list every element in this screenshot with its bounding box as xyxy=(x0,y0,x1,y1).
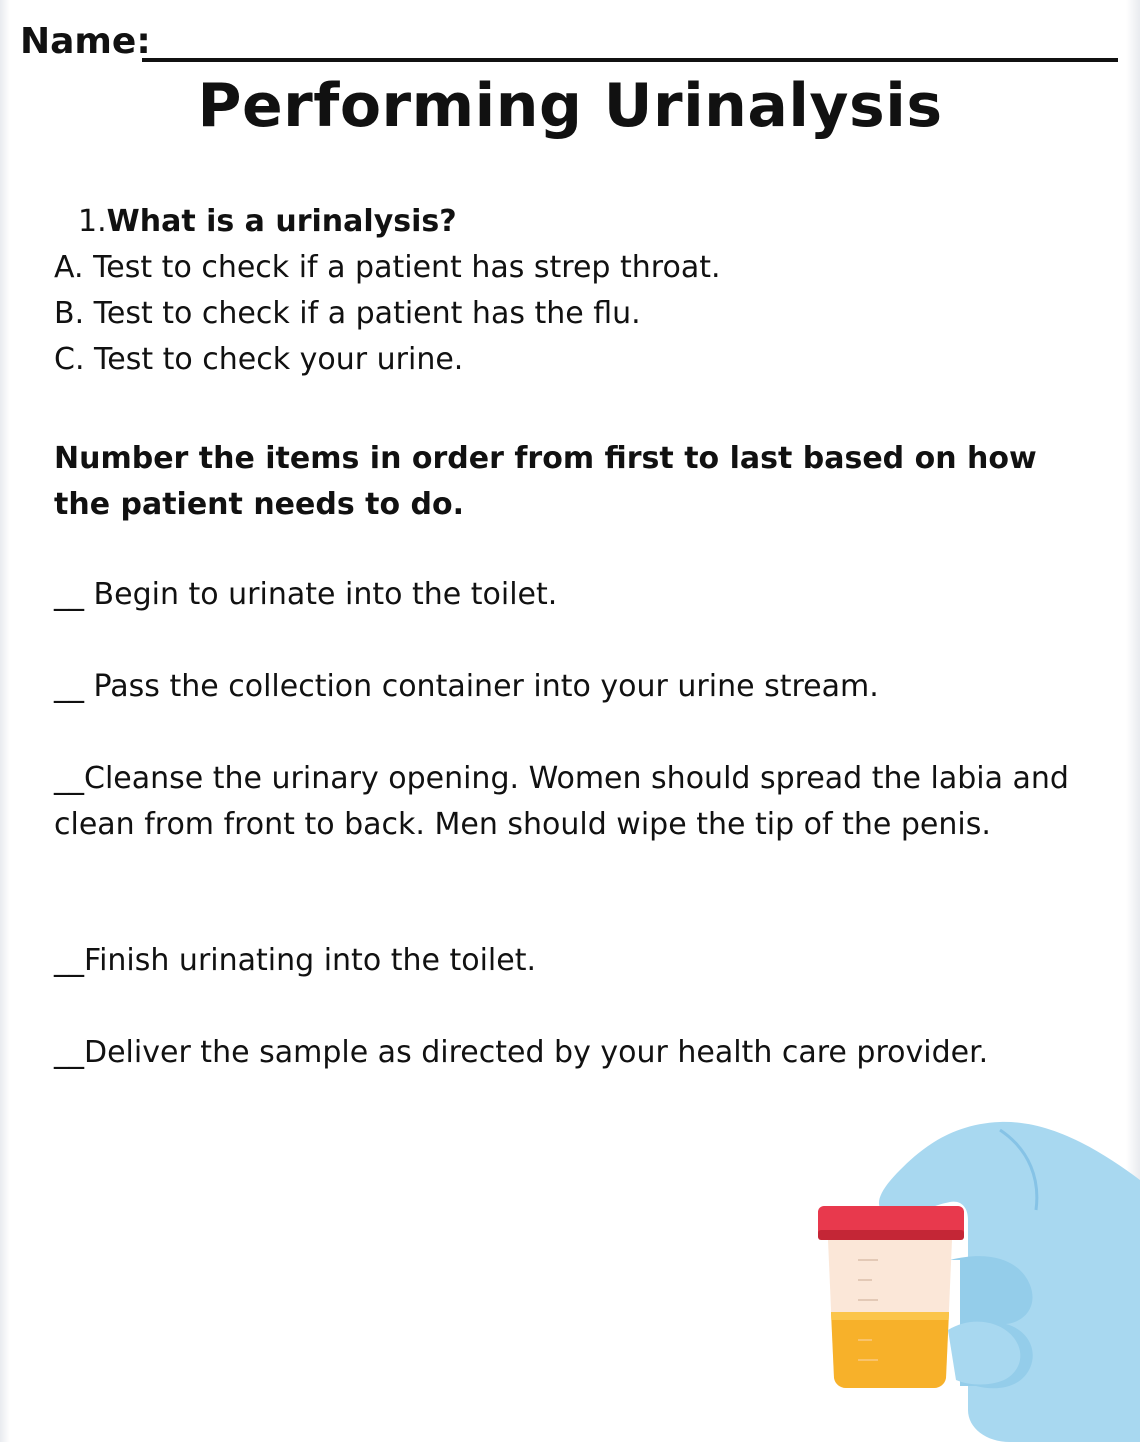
ordering-item-text: Begin to urinate into the toilet. xyxy=(93,577,558,612)
question-number: 1. xyxy=(78,204,107,239)
order-blank[interactable]: __ xyxy=(54,943,84,978)
ordering-item xyxy=(54,756,1094,848)
order-blank[interactable]: __ xyxy=(54,1035,84,1070)
question-text: What is a urinalysis? xyxy=(106,204,457,239)
ordering-instruction: Number the items in order from first to last based on how the patient needs to do. xyxy=(54,441,1037,522)
ordering-item xyxy=(54,1030,1094,1076)
ordering-item xyxy=(54,664,1094,710)
order-blank[interactable]: __ xyxy=(54,761,84,796)
order-blank[interactable]: __ xyxy=(54,577,94,612)
name-label: Name: xyxy=(20,21,151,62)
name-write-line[interactable] xyxy=(142,58,1118,62)
answer-option-b[interactable]: B. Test to check if a patient has the flu. xyxy=(54,296,641,331)
name-field-row xyxy=(20,20,1118,68)
answer-option-c[interactable]: C. Test to check your urine. xyxy=(54,342,464,377)
ordering-item-text: Finish urinating into the toilet. xyxy=(84,943,537,978)
ordering-item-text: Pass the collection container into your urine stream. xyxy=(93,669,879,704)
answer-option-a[interactable]: A. Test to check if a patient has strep throat. xyxy=(54,250,721,285)
urine-fill xyxy=(831,1312,949,1388)
ordering-item-text: Deliver the sample as directed by your health care provider. xyxy=(84,1035,989,1070)
order-blank[interactable]: __ xyxy=(54,669,94,704)
gloved-hand-holding-urine-sample-cup-icon xyxy=(800,1110,1140,1442)
page-title: Performing Urinalysis xyxy=(197,71,943,141)
question-1-heading xyxy=(78,200,457,244)
ordering-item-text: Cleanse the urinary opening. Women should spread the labia and clean from front to back. Men should wipe the tip of the penis. xyxy=(54,761,1069,842)
urine-highlight xyxy=(831,1312,949,1320)
ordering-item xyxy=(54,572,1094,618)
ordering-item xyxy=(54,938,1094,984)
sample-cup-lid-rim xyxy=(818,1230,964,1240)
